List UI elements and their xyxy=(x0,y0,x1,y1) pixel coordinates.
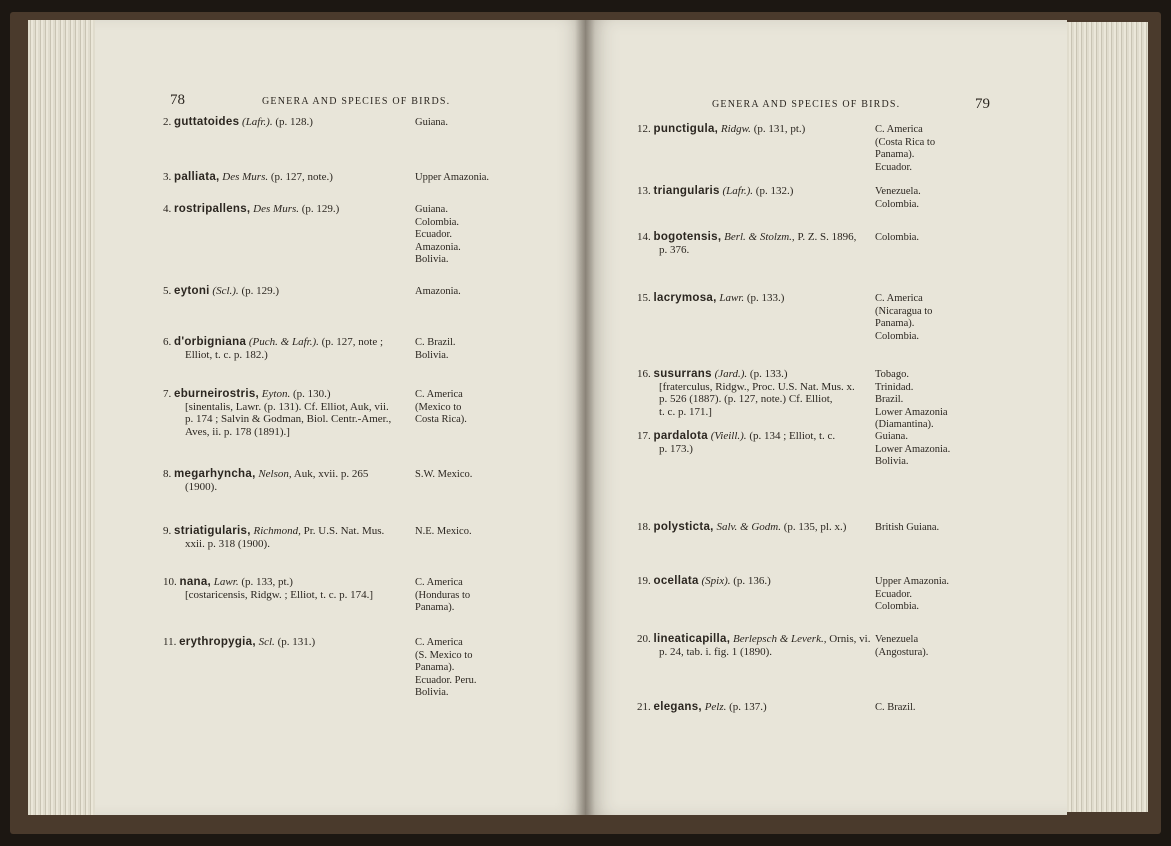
distribution xyxy=(875,232,919,245)
right-page-edges xyxy=(1064,22,1148,812)
species-author: (Lafr.). xyxy=(242,116,273,128)
species-reference: (p. 133.) xyxy=(746,292,785,304)
distribution xyxy=(875,702,916,715)
species-author: Berlepsch & Leverk., xyxy=(732,633,827,645)
species-reference: Ornis, vi. xyxy=(829,633,871,645)
distribution xyxy=(415,337,456,362)
distribution-line: C. America xyxy=(415,389,463,400)
species-entry xyxy=(163,468,368,493)
left-running-head: GENERA AND SPECIES OF BIRDS. xyxy=(262,96,451,107)
species-reference: (p. 127, note.) xyxy=(270,171,333,183)
species-author: Berl. & Stolzm., xyxy=(724,231,795,243)
species-entry xyxy=(637,430,835,455)
species-name: erythropygia, xyxy=(179,636,256,648)
species-author: (Lafr.). xyxy=(722,185,754,197)
species-reference: (p. 133.) xyxy=(749,368,788,380)
species-reference: P. Z. S. 1896, xyxy=(797,231,857,243)
species-reference: (p. 131.) xyxy=(277,636,316,648)
entry-number: 4. xyxy=(163,203,172,215)
reference-continuation: p. 526 (1887). (p. 127, note.) Cf. Elliot, xyxy=(659,393,833,405)
entry-number: 14. xyxy=(637,231,651,243)
distribution-line: Guiana. xyxy=(415,204,448,215)
distribution xyxy=(875,431,950,469)
species-entry xyxy=(163,525,384,550)
species-entry xyxy=(637,521,846,534)
species-author: Ridgw. xyxy=(720,123,751,135)
distribution-line: Trinidad. xyxy=(875,381,914,393)
left-page-edges xyxy=(28,20,100,815)
species-name: guttatoides xyxy=(174,116,240,128)
entry-number: 3. xyxy=(163,171,172,183)
distribution xyxy=(875,124,935,174)
distribution-line: Panama). xyxy=(875,318,915,329)
species-entry xyxy=(163,171,333,184)
species-name: lineaticapilla, xyxy=(653,633,731,645)
distribution-line: C. America xyxy=(415,577,463,588)
entry-number: 9. xyxy=(163,525,172,537)
species-reference: Auk, xvii. p. 265 xyxy=(293,468,369,480)
reference-continuation: xxii. p. 318 (1900). xyxy=(185,537,270,550)
species-name: punctigula, xyxy=(653,123,719,135)
distribution-line: (Diamantina). xyxy=(875,419,934,430)
species-name: megarhyncha, xyxy=(174,468,256,480)
distribution xyxy=(875,369,948,432)
species-author: (Scl.). xyxy=(212,285,239,297)
reference-continuation: p. 174 ; Salvin & Godman, Biol. Centr.-Amer., xyxy=(185,413,392,425)
entry-number: 7. xyxy=(163,388,172,400)
distribution-line: Guiana. xyxy=(875,431,908,442)
distribution-line: C. America xyxy=(875,293,923,304)
distribution-line: S.W. Mexico. xyxy=(415,469,473,480)
distribution-line: Panama). xyxy=(875,149,915,160)
species-name: palliata, xyxy=(174,171,220,183)
species-reference: Pr. U.S. Nat. Mus. xyxy=(303,525,385,537)
species-reference: (p. 129.) xyxy=(301,203,340,215)
distribution-line: Lower Amazonia. xyxy=(875,443,951,455)
distribution-line: Brazil. xyxy=(875,394,904,405)
distribution-line: Colombia. xyxy=(875,198,920,210)
distribution-line: Upper Amazonia. xyxy=(415,172,490,183)
right-running-head: GENERA AND SPECIES OF BIRDS. xyxy=(712,99,901,110)
species-name: eburneirostris, xyxy=(174,388,260,400)
species-author: Scl. xyxy=(258,636,275,648)
entry-number: 13. xyxy=(637,185,651,197)
entry-number: 6. xyxy=(163,336,172,348)
distribution-line: Panama). xyxy=(415,602,455,613)
entry-number: 8. xyxy=(163,468,172,480)
species-entry xyxy=(637,185,793,198)
distribution-line: Ecuador. xyxy=(415,229,453,240)
reference-continuation: t. c. p. 171.] xyxy=(659,405,712,418)
entry-number: 2. xyxy=(163,116,172,128)
entry-number: 10. xyxy=(163,576,177,588)
species-name: elegans, xyxy=(653,701,702,713)
species-name: triangularis xyxy=(653,185,720,197)
distribution xyxy=(415,204,461,267)
species-author: Nelson, xyxy=(258,468,292,480)
species-entry xyxy=(637,575,771,588)
distribution xyxy=(875,522,939,535)
species-entry xyxy=(163,285,279,298)
distribution-line: Ecuador. Peru. xyxy=(415,674,477,686)
species-name: rostripallens, xyxy=(174,203,251,215)
distribution-line: (Nicaragua to xyxy=(875,305,933,317)
distribution-line: Ecuador. xyxy=(875,588,913,600)
species-author: (Vieill.). xyxy=(710,430,747,442)
species-author: (Puch. & Lafr.). xyxy=(248,336,319,348)
entry-number: 17. xyxy=(637,430,651,442)
reference-continuation: [costaricensis, Ridgw. ; Elliot, t. c. p. 174.] xyxy=(185,588,374,601)
species-reference: (p. 129.) xyxy=(241,285,280,297)
entry-number: 19. xyxy=(637,575,651,587)
distribution-line: Venezuela. xyxy=(875,186,921,197)
species-author: Lawr. xyxy=(213,576,239,588)
distribution-line: Venezuela xyxy=(875,634,919,645)
species-reference: (p. 136.) xyxy=(733,575,771,587)
distribution-line: C. Brazil. xyxy=(415,337,456,348)
species-author: Salv. & Godm. xyxy=(716,521,782,533)
species-name: bogotensis, xyxy=(653,231,722,243)
distribution-line: Guiana. xyxy=(415,117,448,128)
species-reference: (p. 128.) xyxy=(275,116,313,128)
species-entry xyxy=(163,336,383,361)
book-gutter xyxy=(575,20,595,815)
species-entry xyxy=(163,116,313,129)
species-name: eytoni xyxy=(174,285,210,297)
distribution-line: C. America xyxy=(875,124,923,135)
reference-continuation: [fraterculus, Ridgw., Proc. U.S. Nat. Mus. x. xyxy=(659,380,855,393)
species-author: Pelz. xyxy=(704,701,727,713)
species-name: pardalota xyxy=(653,430,708,442)
distribution xyxy=(415,637,477,700)
distribution xyxy=(875,186,921,211)
species-entry xyxy=(637,701,767,714)
distribution xyxy=(415,526,472,539)
distribution-line: Colombia. xyxy=(875,601,920,612)
species-reference: (p. 130.) xyxy=(292,388,331,400)
species-reference: (p. 134 ; Elliot, t. c. xyxy=(749,430,836,442)
species-entry xyxy=(163,576,373,601)
entry-number: 15. xyxy=(637,292,651,304)
distribution-line: Upper Amazonia. xyxy=(875,576,950,587)
species-entry xyxy=(637,292,784,305)
distribution-line: (Costa Rica to xyxy=(875,136,936,148)
species-entry xyxy=(637,231,856,256)
distribution-line: Colombia. xyxy=(415,216,460,228)
distribution-line: Amazonia. xyxy=(415,241,461,253)
species-entry xyxy=(163,636,315,649)
species-reference: (p. 135, pl. x.) xyxy=(783,521,847,533)
distribution-line: Amazonia. xyxy=(415,286,461,297)
species-name: susurrans xyxy=(653,368,712,380)
reference-continuation: (1900). xyxy=(185,480,218,493)
distribution-line: Colombia. xyxy=(875,232,920,243)
distribution xyxy=(415,286,461,299)
entry-number: 11. xyxy=(163,636,177,648)
distribution-line: Ecuador. xyxy=(875,161,913,173)
species-entry xyxy=(637,123,805,136)
distribution-line: N.E. Mexico. xyxy=(415,526,472,537)
species-reference: (p. 137.) xyxy=(729,701,767,713)
distribution-line: Costa Rica). xyxy=(415,414,467,425)
distribution xyxy=(415,469,472,482)
species-reference: (p. 133, pt.) xyxy=(241,576,293,588)
reference-continuation: [sinentalis, Lawr. (p. 131). Cf. Elliot, Auk, vii. xyxy=(185,400,389,413)
distribution-line: Bolivia. xyxy=(415,349,449,361)
species-reference: (p. 132.) xyxy=(755,185,794,197)
species-reference: (p. 127, note ; xyxy=(321,336,384,348)
distribution-line: Panama). xyxy=(415,662,455,673)
distribution xyxy=(875,293,932,343)
species-name: polysticta, xyxy=(653,521,714,533)
distribution xyxy=(415,577,470,615)
species-entry xyxy=(637,368,855,418)
distribution xyxy=(415,117,448,130)
entry-number: 16. xyxy=(637,368,651,380)
distribution xyxy=(875,576,949,614)
distribution-line: Colombia. xyxy=(875,330,920,342)
species-entry xyxy=(637,633,870,658)
species-author: Lawr. xyxy=(719,292,745,304)
species-reference: (p. 131, pt.) xyxy=(753,123,806,135)
entry-number: 21. xyxy=(637,701,651,713)
species-entry xyxy=(163,203,339,216)
species-author: Eyton. xyxy=(261,388,291,400)
distribution-line: Bolivia. xyxy=(415,254,449,265)
distribution-line: Tobago. xyxy=(875,369,909,380)
entry-number: 20. xyxy=(637,633,651,645)
distribution-line: C. Brazil. xyxy=(875,702,916,713)
right-page-number: 79 xyxy=(975,96,990,112)
reference-continuation: Elliot, t. c. p. 182.) xyxy=(185,348,268,361)
reference-continuation: p. 24, tab. i. fig. 1 (1890). xyxy=(659,645,773,658)
entry-number: 18. xyxy=(637,521,651,533)
distribution xyxy=(875,634,928,659)
species-author: (Spix). xyxy=(701,575,731,587)
distribution xyxy=(415,389,467,427)
distribution-line: (Honduras to xyxy=(415,589,471,601)
species-author: Richmond, xyxy=(253,525,301,537)
species-author: Des Murs. xyxy=(253,203,300,215)
species-entry xyxy=(163,388,391,438)
reference-continuation: Aves, ii. p. 178 (1891).] xyxy=(185,425,290,438)
distribution xyxy=(415,172,489,185)
species-name: ocellata xyxy=(653,575,699,587)
distribution-line: (Mexico to xyxy=(415,401,462,413)
distribution-line: British Guiana. xyxy=(875,522,940,533)
entry-number: 12. xyxy=(637,123,651,135)
distribution-line: (Angostura). xyxy=(875,646,929,658)
species-name: nana, xyxy=(179,576,212,588)
species-name: striatigularis, xyxy=(174,525,251,537)
left-page-number: 78 xyxy=(170,92,185,108)
distribution-line: (S. Mexico to xyxy=(415,649,473,661)
species-author: (Jard.). xyxy=(714,368,748,380)
distribution-line: Lower Amazonia xyxy=(875,406,948,418)
distribution-line: C. America xyxy=(415,637,463,648)
reference-continuation: p. 376. xyxy=(659,243,690,256)
distribution-line: Bolivia. xyxy=(875,456,909,467)
distribution-line: Bolivia. xyxy=(415,687,449,698)
species-name: d'orbigniana xyxy=(174,336,247,348)
entry-number: 5. xyxy=(163,285,172,297)
reference-continuation: p. 173.) xyxy=(659,442,693,455)
species-author: Des Murs. xyxy=(222,171,269,183)
species-name: lacrymosa, xyxy=(653,292,717,304)
